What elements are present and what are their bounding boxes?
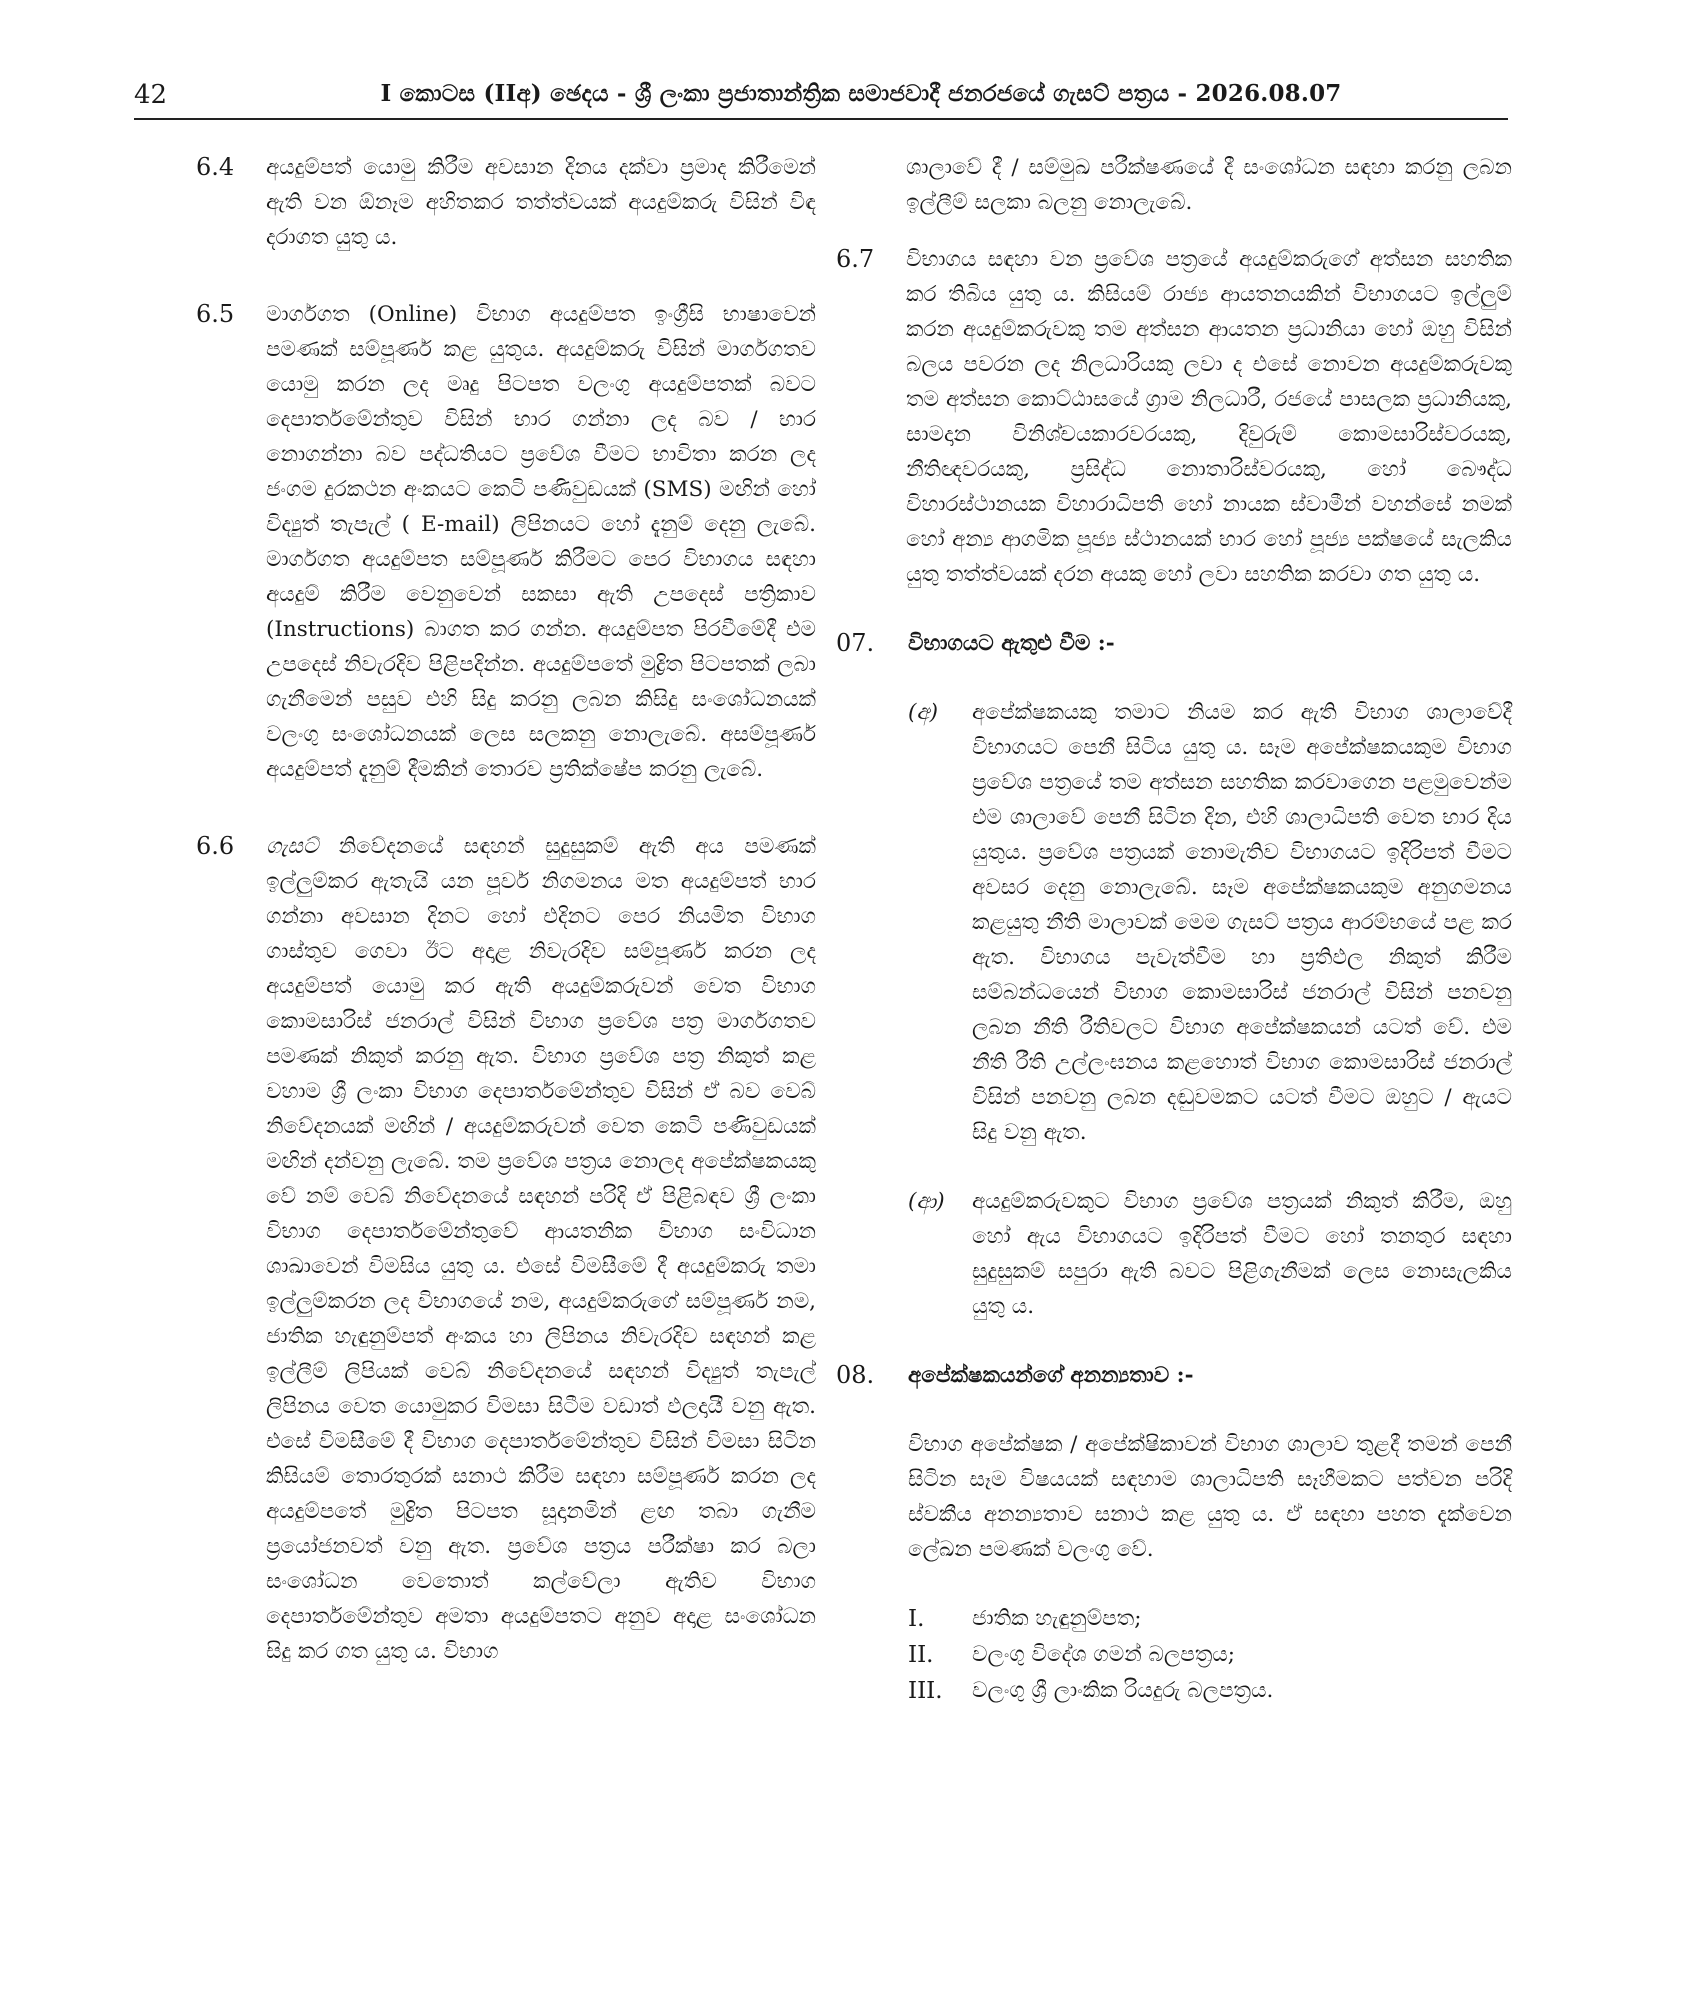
id-document-item <box>836 1673 1512 1709</box>
section-title: අපේක්ෂකයන්ගේ අනන්‍යතාව :- <box>908 1363 1194 1388</box>
clause-6-4 <box>196 150 816 255</box>
section-07-sub-aa <box>836 1184 1512 1324</box>
right-column <box>836 150 1512 1709</box>
sub-label: (ආ) <box>908 1189 945 1214</box>
clause-6-7 <box>836 242 1512 592</box>
section-07-heading <box>836 626 1512 661</box>
id-document-item <box>836 1637 1512 1673</box>
clause-number: 6.6 <box>196 832 235 860</box>
clause-6-6-continued <box>836 150 1512 220</box>
list-text: වලංගු ශ්‍රී ලාංකික රියදුරු බලපත්‍රය. <box>972 1678 1274 1703</box>
sub-text: අයදුම්කරුවකුට විභාග ප්‍රවේශ පත්‍රයක් නිකුත් කිරීම, ඔහු හෝ ඇය විභාගයට ඉදිරිපත් වීමට හෝ තනතුර සඳහා සුදුසුකම් සපුරා ඇති බවට පිළිගැනීමක් ලෙස නොසැලකිය යුතු ය. <box>972 1189 1512 1319</box>
list-numeral: I. <box>908 1606 925 1632</box>
page-header <box>134 72 1508 120</box>
sub-label: (අ) <box>908 700 939 725</box>
section-07-sub-a <box>836 695 1512 1150</box>
list-text: වලංගු විදේශ ගමන් බලපත්‍රය; <box>972 1642 1236 1667</box>
clause-number: 6.7 <box>836 245 875 273</box>
left-column <box>196 150 816 1669</box>
list-numeral: III. <box>908 1678 943 1704</box>
clause-text: අයදුම්පත් යොමු කිරීම අවසාන දිනය දක්වා ප්‍රමාද කිරීමෙන් ඇති වන ඕනෑම අහිතකර තත්ත්වයක් අයදුම්කරු විසින් විඳ දරාගත යුතු ය. <box>266 155 816 250</box>
clause-text: විභාගය සඳහා වන ප්‍රවේශ පත්‍රයේ අයදුම්කරුගේ අත්සන සහතික කර තිබිය යුතු ය. කිසියම් රාජ්‍ය ආයතනයකින් විභාගයට ඉල්ලුම් කරන අයදුම්කරුවකු තම අත්සන ආයතන ප්‍රධානියා හෝ ඔහු විසින් බලය පවරන ලද නිලධාරියකු ලවා ද එසේ නොවන අයදුම්කරුවකු තම අත්සන කොට්ඨාසයේ ග්‍රාම නිලධාරී, රජයේ පාසලක ප්‍රධානියකු, සාමදාන විනිශ්චයකාරවරයකු, දිවුරුම් කොමසාරිස්වරයකු, නීතිඥවරයකු, ප්‍රසිද්ධ නොතාරිස්වරයකු, හෝ බෞද්ධ විහාරස්ථානයක විහාරාධිපති හෝ නායක ස්වාමීන් වහන්සේ නමක් හෝ අන්‍ය ආගමික පූජ්‍ය ස්ථානයක් භාර හෝ පූජ්‍ය පක්ෂයේ සැලකිය යුතු තත්ත්වයක් දරන අයකු හෝ ලවා සහතික කරවා ගත යුතු ය. <box>906 247 1512 587</box>
id-document-item <box>836 1601 1512 1637</box>
clause-text: ශාලාවේ දී / සම්මුඛ පරීක්ෂණයේ දී සංශෝධන සඳහා කරනු ලබන ඉල්ලීම් සලකා බලනු නොලැබේ. <box>906 155 1512 215</box>
list-numeral: II. <box>908 1642 934 1668</box>
clause-text: මාර්ගගත (Online) විභාග අයදුම්පත ඉංග්‍රීසි භාෂාවෙන් පමණක් සම්පූර්ණ කළ යුතුය. අයදුම්කරු විසින් මාර්ගගතව යොමු කරන ලද මෘදු පිටපත වලංගු අයදුම්පතක් බවට දෙපාර්තමේන්තුව විසින් භාර ගන්නා ලද බව / භාර නොගන්නා බව පද්ධතියට ප්‍රවේශ වීමට භාවිතා කරන ලද ජංගම දුරකථන අංකයට කෙටි පණිවුඩයක් (SMS) මඟින් හෝ විද්‍යුත් තැපැල් ( E-mail) ලිපිනයට හෝ දැනුම් දෙනු ලැබේ. මාර්ගගත අයදුම්පත සම්පූර්ණ කිරීමට පෙර විභාගය සඳහා අයදුම් කිරීම වෙනුවෙන් සකසා ඇති උපදෙස් පත්‍රිකාව (Instructions) බාගත කර ගන්න. අයදුම්පත පිරවීමේදී එම උපදෙස් නිවැරදිව පිළිපදින්න. අයදුම්පතේ මුද්‍රිත පිටපතක් ලබා ගැනීමෙන් පසුව එහි සිදු කරනු ලබන කිසිදු සංශෝධනයක් වලංගු සංශෝධනයක් ලෙස සලකනු නොලැබේ. අසම්පූර්ණ අයදුම්පත් දැනුම් දීමකින් තොරව ප්‍රතික්ෂේප කරනු ලැබේ. <box>266 302 816 782</box>
clause-lead-word: ගැසට් <box>266 834 319 859</box>
gazette-title: I කොටස (IIඅ) ඡෙදය - ශ්‍රී ලංකා ප්‍රජාතාන්ත්‍රික සමාජවාදී ජනරජයේ ගැසට් පත්‍රය - 2026.08.07 <box>380 80 1342 107</box>
clause-number: 6.4 <box>196 153 235 181</box>
section-08-heading <box>836 1358 1512 1393</box>
section-number: 07. <box>836 629 875 657</box>
clause-text <box>266 829 816 1669</box>
section-08-text: විභාග අපේක්ෂක / අපේක්ෂිකාවන් විභාග ශාලාව තුළදී තමන් පෙනී සිටින සෑම විෂයයක් සඳහාම ශාලාධිපති සෑහීමකට පත්වන පරිදි ස්වකීය අනන්‍යතාව සනාථ කළ යුතු ය. ඒ සඳහා පහත දැක්වෙන ලේඛන පමණක් වලංගු වේ. <box>908 1432 1512 1562</box>
sub-text: අපේක්ෂකයකු තමාට නියම කර ඇති විභාග ශාලාවේදී විභාගයට පෙනී සිටිය යුතු ය. සෑම අපේක්ෂකයකුම විභාග ප්‍රවේශ පත්‍රයේ තම අත්සන සහතික කරවාගෙන පළමුවෙන්ම එම ශාලාවේ පෙනී සිටින දින, එහි ශාලාධිපති වෙත භාර දිය යුතුය. ප්‍රවේශ පත්‍රයක් නොමැතිව විභාගයට ඉදිරිපත් වීමට අවසර දෙනු නොලැබේ. සෑම අපේක්ෂකයකුම අනුගමනය කළයුතු නීති මාලාවක් මෙම ගැසට් පත්‍රය ආරම්භයේ පළ කර ඇත. විභාගය පැවැත්වීම හා ප්‍රතිඵල නිකුත් කිරීම සම්බන්ධයෙන් විභාග කොමසාරිස් ජනරාල් විසින් පනවනු ලබන නීති රීතිවලට විභාග අපේක්ෂකයන් යටත් වේ. එම නීති රීති උල්ලංඝනය කළහොත් විභාග කොමසාරිස් ජනරාල් විසින් පනවනු ලබන දඬුවමකට යටත් වීමට ඔහුට / ඇයට සිදු වනු ඇත. <box>972 700 1512 1145</box>
clause-number: 6.5 <box>196 300 235 328</box>
clause-6-6 <box>196 829 816 1669</box>
clause-6-5 <box>196 297 816 787</box>
list-text: ජාතික හැඳුනුම්පත; <box>972 1606 1142 1631</box>
section-number: 08. <box>836 1361 875 1389</box>
page-number: 42 <box>134 80 168 110</box>
section-title: විභාගයට ඇතුළු වීම :- <box>908 631 1115 656</box>
clause-text-rest: නිවේදනයේ සඳහන් සුදුසුකම් ඇති අය පමණක් ඉල්ලුම්කර ඇතැයි යන පූර්ව නිගමනය මත අයදුම්පත් භාර ගන්නා අවසාන දිනට හෝ එදිනට පෙර නියමිත විභාග ගාස්තුව ගෙවා ඊට අදාළ නිවැරදිව සම්පූර්ණ කරන ලද අයදුම්පත් යොමු කර ඇති අයදුම්කරුවන් වෙත විභාග කොමසාරිස් ජනරාල් විසින් විභාග ප්‍රවේශ පත්‍ර මාර්ගගතව පමණක් නිකුත් කරනු ඇත. විභාග ප්‍රවේශ පත්‍ර නිකුත් කළ වහාම ශ්‍රී ලංකා විභාග දෙපාර්තමේන්තුව විසින් ඒ බව වෙබ් නිවේදනයක් මඟින් / අයදුම්කරුවන් වෙත කෙටි පණිවුඩයක් මඟින් දන්වනු ලැබේ. තම ප්‍රවේශ පත්‍රය නොලද අපේක්ෂකයකු වේ නම් වෙබ් නිවේදනයේ සඳහන් පරිදි ඒ පිළිබඳව ශ්‍රී ලංකා විභාග දෙපාර්තමේන්තුවේ ආයතනික විභාග සංවිධාන ශාඛාවෙන් විමසිය යුතු ය. එසේ විමසීමේ දී අයදුම්කරු තමා ඉල්ලුම්කරන ලද විභාගයේ නම, අයදුම්කරුගේ සම්පූර්ණ නම, ජාතික හැඳුනුම්පත් අංකය හා ලිපිනය නිවැරදිව සඳහන් කළ ඉල්ලීම් ලිපියක් වෙබ් නිවේදනයේ සඳහන් විද්‍යුත් තැපැල් ලිපිනය වෙත යොමුකර විමසා සිටීම වඩාත් ඵලදායී වනු ඇත. එසේ විමසීමේ දී විභාග දෙපාර්තමේන්තුව විසින් විමසා සිටින කිසියම් තොරතුරක් සනාථ කිරීම සඳහා සම්පූර්ණ කරන ලද අයදුම්පතේ මුද්‍රිත පිටපත සූදානමින් ළඟ තබා ගැනීම ප්‍රයෝජනවත් වනු ඇත. ප්‍රවේශ පත්‍රය පරීක්ෂා කර බලා සංශෝධන වෙතොත් කල්වේලා ඇතිව විභාග දෙපාර්තමේන්තුව අමතා අයදුම්පතට අනුව අදාළ සංශෝධන සිදු කර ගත යුතු ය. විභාග <box>266 834 816 1664</box>
